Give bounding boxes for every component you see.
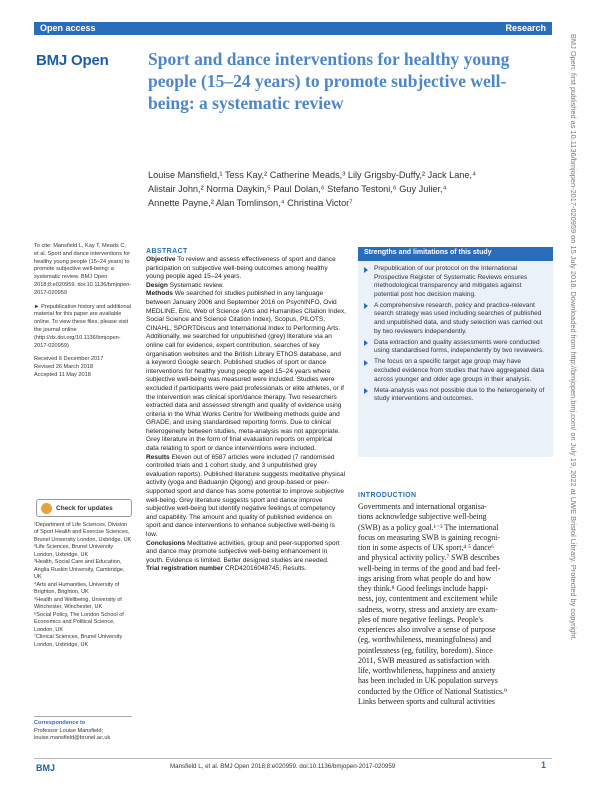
sidebar	[34, 243, 132, 380]
dates	[34, 356, 132, 379]
top-banner	[34, 22, 552, 35]
correspondence-heading: Correspondence to	[34, 720, 86, 726]
text: We searched for studies published in any language between January 2006 and September 2016 on PsychINFO, Ovid MEDLINE, Eric, Web of Science (Arts and Humanities Citation Index, Social Science and Science Citation Index), Scopus, PILOTS, CINAHL, SPORTDiscus and International Index to Performing Arts. Additionally, we searched for unpublished (grey) literature via an online call for evidence, expert contribution, searches of key organisation websites and the British Library EThOS database, and a keyword Google search. Published studies of sport or dance interventions for healthy young people aged 15–24 years where subjective well-being was measured were included. Studies were excluded if participants were paid professionals or elite athletes, or if the intervention was clinical sport/dance therapy. Two researchers extracted data and assessed strength and quality of evidence using criteria in the What Works Centre for Wellbeing methods guide and GRADE, and using standardised reporting forms. Due to clinical heterogeneity between studies, meta-analysis was not appropriate. Grey literature in the form of final evaluation reports on empirical data relating to sport or dance interventions were included.	[146, 290, 347, 453]
intro-line: well-being in terms of the good and bad feel-	[358, 563, 501, 573]
vertical-download-note: BMJ Open: first published as 10.1136/bmjopen-2017-020959 on 15 July 2018. Downloaded from http://bmjopen.bmj.com/ on July 19, 2022 at UWE Bristol Library. Protected by copyright.	[569, 34, 578, 641]
footer-divider	[34, 758, 552, 759]
open-access-label: Open access	[40, 23, 96, 33]
strengths-limitations-box	[358, 247, 553, 457]
label: Methods	[146, 290, 173, 298]
affiliations	[34, 522, 132, 650]
item-text: Prepublication of our protocol on the International Prospective Register of Systematic Reviews ensures methodological transparency and mitigates against potential post hoc decision making.	[374, 265, 528, 298]
page-number: 1	[541, 760, 547, 770]
intro-line: Links between sports and cultural activities	[358, 696, 495, 706]
affiliation: ⁵Health and Wellbeing, University of Winchester, Winchester, UK	[34, 596, 122, 611]
affiliation: ⁷Clinical Sciences, Brunel University London, Uxbridge, UK	[34, 634, 123, 648]
correspondence-email[interactable]: louise.mansfield@brunel.ac.uk	[34, 735, 111, 742]
list-item	[364, 265, 547, 299]
abstract-heading: ABSTRACT	[146, 248, 188, 255]
item-text: Meta-analysis was not possible due to the heterogeneity of study interventions and outcomes.	[374, 386, 545, 403]
check-for-updates-button[interactable]	[36, 499, 132, 517]
intro-line: ings arising from what people do and how	[358, 573, 492, 583]
abstract-methods	[146, 290, 346, 453]
affiliation: ⁶Social Policy, The London School of Economics and Political Science, London, UK	[34, 612, 124, 633]
box-heading: Strengths and limitations of this study	[358, 247, 553, 261]
abstract-body	[146, 256, 346, 574]
prepub-note[interactable]: ► Prepublication history and additional material for this paper are available online. To view these files, please visit the journal online (http://dx.doi.org/10.1136/bmjopen-2017-020959)	[34, 303, 131, 349]
triangle-bullet-icon	[364, 303, 368, 309]
list-item	[364, 387, 547, 404]
label: Conclusions	[146, 539, 186, 547]
abstract-conclusions	[146, 540, 346, 566]
intro-line: sadness, worry, stress and anxiety are exam-	[358, 604, 498, 614]
list-item	[364, 339, 547, 356]
triangle-bullet-icon	[364, 267, 368, 273]
list-item	[364, 358, 547, 384]
item-text: Data extraction and quality assessments were conducted using standardised forms, independently by two reviewers.	[374, 338, 544, 355]
intro-line: Governments and international organisa-	[358, 502, 487, 511]
list-item	[364, 302, 547, 336]
intro-line: focus on measuring SWB is gaining recogni-	[358, 532, 501, 542]
article-title: Sport and dance interventions for healthy young people (15–24 years) to promote subjective well-being: a systematic review	[148, 49, 510, 113]
author-line: Alistair John,² Norma Daykin,⁵ Paul Dolan,⁶ Stefano Testoni,⁶ Guy Julier,⁴	[148, 184, 447, 194]
intro-line: (eg, worthwhileness, meaningfulness) and	[358, 635, 492, 645]
triangle-bullet-icon	[364, 388, 368, 394]
correspondence-name: Professor Louise Mansfield;	[34, 727, 104, 734]
abstract-objective	[146, 256, 346, 282]
introduction-body	[358, 502, 554, 707]
text: Eleven out of 6587 articles were included (7 randomised controlled trials and 1 cohort study, and 3 unpublished grey evaluation reports). Published literature suggests meditative physical activity (yoga and Baduanjin Qigong) and group-based or peer-supported sport and dance has some potential to improve subjective well-being. Grey literature suggests sport and dance improve subjective well-being but identify negative feelings of competency and capability. The amount and quality of published evidence on sport and dance interventions to enhance subjective well-being is low.	[146, 453, 346, 538]
text: Meditative activities, group and peer-supported sport and dance may promote subjective well-being enhancement in youth. Evidence is limited. Better designed studies are needed.	[146, 539, 340, 564]
footer-citation: Mansfield L, et al. BMJ Open 2018;8:e020959. doi:10.1136/bmjopen-2017-020959	[170, 763, 396, 770]
journal-logo: BMJ Open	[36, 52, 109, 69]
affiliation: ¹Department of Life Sciences, Division of Sport Health and Exercise Sciences, Brunel University London, Uxbridge, UK	[34, 522, 132, 543]
text: CRD42016048745; Results.	[224, 565, 307, 573]
intro-line: life, worthwhileness, happiness and anxiety	[358, 666, 496, 675]
strengths-list	[358, 261, 553, 404]
author-line: Louise Mansfield,¹ Tess Kay,² Catherine Meads,³ Lily Grigsby-Duffy,² Jack Lane,⁴	[148, 170, 477, 180]
intro-line: has been included in UK population surveys	[358, 676, 498, 686]
intro-line: pointlessness (eg, futility, boredom). Since	[358, 645, 493, 655]
footer-logo: BMJ	[36, 763, 56, 773]
revised-date: Revised 26 March 2018	[34, 364, 94, 371]
author-list	[148, 168, 548, 210]
text: To review and assess effectiveness of sport and dance participation on subjective well-being outcomes among healthy young people aged 15–24 years.	[146, 256, 336, 281]
intro-line: tions acknowledge subjective well-being	[358, 512, 487, 522]
intro-line: experiences also involve a sense of purpose	[358, 625, 496, 634]
label: Design	[146, 281, 168, 289]
correspondence	[34, 716, 132, 743]
triangle-bullet-icon	[364, 360, 368, 366]
crossmark-icon	[41, 503, 52, 514]
received-date: Received 6 December 2017	[34, 356, 104, 363]
intro-line: (SWB) as a policy goal.¹⁻³ The international	[358, 522, 499, 532]
label: Objective	[146, 256, 176, 263]
abstract-results	[146, 454, 346, 540]
cite-note: To cite: Mansfield L, Kay T, Meads C, et al. Sport and dance interventions for healthy young people (15–24 years) to promote subjective well-being: a systematic review. BMJ Open 2018;8:e020959. doi:10.1136/bmjopen-2017-020959	[34, 243, 132, 296]
intro-line: 2011, SWB measured as satisfaction with	[358, 655, 490, 665]
label: Results	[146, 453, 170, 461]
affiliation: ³Health, Social Care and Education, Anglia Ruskin University, Cambridge, UK	[34, 559, 125, 581]
affiliation: ²Life Sciences, Brunel University London, Uxbridge, UK	[34, 544, 114, 558]
accepted-date: Accepted 11 May 2018	[34, 371, 91, 378]
check-updates-label: Check for updates	[56, 504, 113, 512]
triangle-bullet-icon	[364, 340, 368, 346]
intro-line: ness, joy, contentment and excitement while	[358, 594, 498, 604]
abstract-registration	[146, 565, 346, 574]
introduction-heading: INTRODUCTION	[358, 492, 417, 499]
item-text: A comprehensive research, policy and practice-relevant search strategy was used including searches of published and unpublished data, and study selection was carried out by two reviewers independently.	[374, 301, 543, 335]
intro-line: and physical activity policy.⁷ SWB describes	[358, 553, 500, 563]
abstract-design	[146, 282, 346, 291]
text: Systematic review.	[169, 281, 224, 289]
author-line: Annette Payne,² Alan Tomlinson,⁴ Christina Victor⁷	[148, 198, 353, 208]
item-text: The focus on a specific target age group may have excluded evidence from studies that have aggregated data across younger and older age groups in their analysis.	[374, 358, 544, 383]
intro-line: conducted by the Office of National Statistics.⁹	[358, 686, 507, 696]
section-label: Research	[505, 23, 546, 33]
label: Trial registration number	[146, 565, 224, 573]
intro-line: they think.⁸ Good feelings include happi-	[358, 584, 489, 593]
affiliation: ⁴Arts and Humanities, University of Brighton, Brighton, UK	[34, 581, 120, 596]
intro-line: tion in some aspects of UK sport,⁴ ⁵ dance⁶	[358, 543, 495, 552]
intro-line: ples of more negative feelings. People's	[358, 614, 484, 624]
